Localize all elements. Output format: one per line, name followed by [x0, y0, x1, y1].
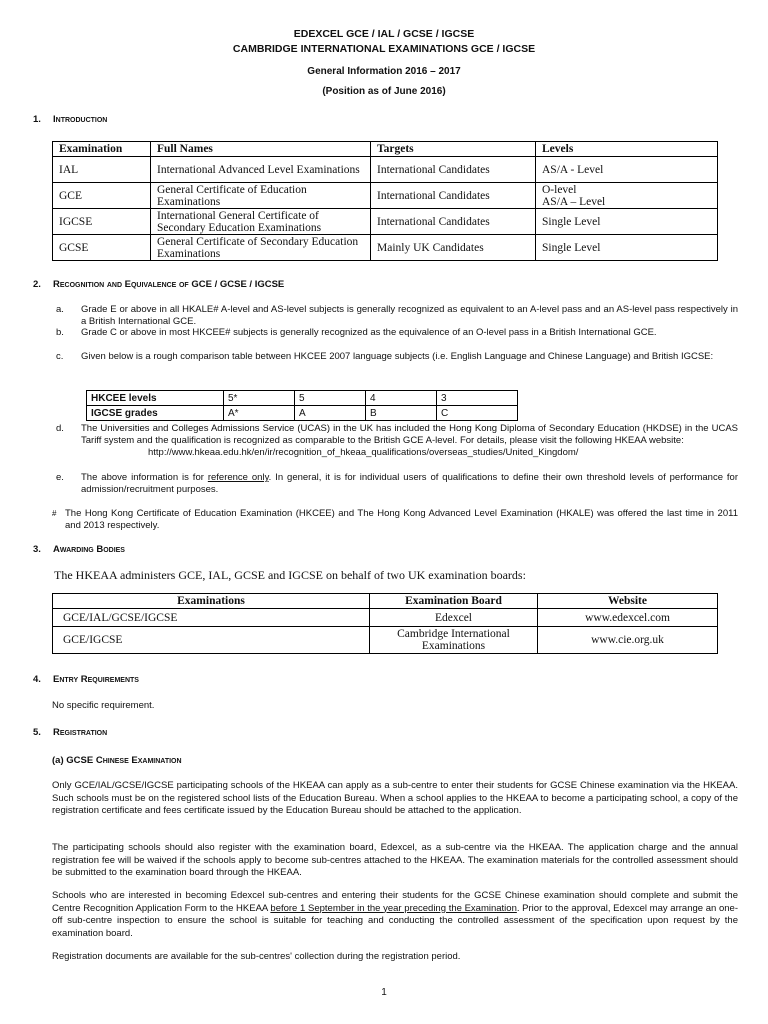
- item-label: c.: [56, 351, 64, 362]
- level-text: Single Level: [542, 241, 601, 254]
- table-cell: C: [437, 406, 518, 421]
- table-row: [53, 235, 718, 261]
- table-cell: Cambridge International Examinations: [370, 627, 538, 654]
- section-number: 1.: [33, 114, 41, 125]
- col-header: Targets: [371, 142, 536, 157]
- registration-paragraph-2: The participating schools should also register with the examination board, Edexcel, as a sub-centre via the HKEAA. The application charge and the annual registration fee will be waived if the schools apply to become sub-centres attached to the HKEAA. The examination materials for the controlled assessment should be submitted to the examination board through the HKEAA.: [52, 842, 738, 878]
- section-2-heading: [33, 279, 284, 290]
- item-text: [81, 472, 738, 495]
- table-row: [53, 209, 718, 235]
- introduction-table: [52, 141, 718, 261]
- underlined-text: reference only: [207, 472, 269, 483]
- deadline-underlined: before 1 September in the year preceding the Examination: [270, 902, 517, 914]
- item-label: a.: [56, 304, 64, 315]
- text-fragment: Schools who are interested in becoming Edexcel sub-centres and entering their students for the GCSE Chinese examination should complete and submit the Centre Recognition Application Form to the HKEAA: [52, 890, 738, 914]
- text-fragment: . Prior to the approval, Edexcel may arrange an one-off sub-centre inspection to ensure the school is suitable for teaching and conducting the controlled assessment of the specification upon request by the examination board.: [52, 902, 738, 939]
- table-cell: IAL: [53, 157, 151, 183]
- section-number: 2.: [33, 279, 41, 290]
- item-label: d.: [56, 423, 64, 434]
- table-cell: General Certificate of Secondary Education Examinations: [151, 235, 371, 261]
- subsection-heading: [52, 755, 182, 766]
- col-header: Levels: [536, 142, 718, 157]
- level-text: AS/A – Level: [542, 195, 606, 208]
- subsection-title: GCSE Chinese Examination: [66, 755, 182, 766]
- table-cell: 3: [437, 391, 518, 406]
- section-title: Introduction: [53, 114, 108, 125]
- section-number: 5.: [33, 727, 41, 738]
- level-text: Single Level: [542, 215, 601, 228]
- section-3-heading: [33, 544, 125, 555]
- table-row: [53, 609, 718, 627]
- level-text: AS/A - Level: [542, 163, 604, 176]
- table-cell: 4: [366, 391, 437, 406]
- table-cell: B: [366, 406, 437, 421]
- table-cell: GCE/IAL/GCSE/IGCSE: [53, 609, 370, 627]
- table-cell: [536, 157, 718, 183]
- table-cell: Edexcel: [370, 609, 538, 627]
- col-header: Examination: [53, 142, 151, 157]
- footnote-mark: #: [52, 509, 57, 518]
- section-5-heading: [33, 727, 107, 738]
- registration-paragraph-4: Registration documents are available for the sub-centres' collection during the registration period.: [52, 951, 461, 962]
- recognition-item-a: [56, 304, 738, 327]
- item-label: b.: [56, 327, 64, 338]
- section-1-heading: [33, 114, 107, 125]
- section-4-heading: [33, 674, 139, 685]
- item-text: Grade E or above in all HKALE# A-level and AS-level subjects is generally recognized as equivalent to an A-level pass and an AS-level pass respectively in a British International GCE.: [81, 304, 738, 327]
- col-header: Full Names: [151, 142, 371, 157]
- website-cell[interactable]: www.cie.org.uk: [538, 627, 718, 654]
- table-cell: GCE: [53, 183, 151, 209]
- table-cell: International Candidates: [371, 209, 536, 235]
- table-cell: GCE/IGCSE: [53, 627, 370, 654]
- table-cell: Mainly UK Candidates: [371, 235, 536, 261]
- page-number: 1: [381, 987, 387, 998]
- text-fragment: The above information is for: [81, 472, 208, 483]
- recognition-item-c: [56, 351, 738, 363]
- section-number: 3.: [33, 544, 41, 555]
- text-fragment: . In general, it is for individual users of qualifications to define their own threshold levels of performance for admission/recruitment purposes.: [81, 472, 738, 495]
- table-cell: IGCSE grades: [87, 406, 224, 421]
- hkcee-igcse-comparison-table: [86, 390, 518, 421]
- level-text: O-level: [542, 183, 577, 196]
- recognition-item-d: [56, 423, 738, 459]
- registration-paragraph-3: [52, 890, 738, 940]
- col-header: Examinations: [53, 594, 370, 609]
- table-cell: General Certificate of Education Examinations: [151, 183, 371, 209]
- doc-subtitle: General Information 2016 – 2017: [307, 66, 461, 77]
- section-number: 4.: [33, 674, 41, 685]
- table-cell: [536, 209, 718, 235]
- table-cell: A: [295, 406, 366, 421]
- registration-paragraph-1: Only GCE/IAL/GCSE/IGCSE participating schools of the HKEAA can apply as a sub-centre to enter their students for GCSE Chinese examination via the HKEAA. Such schools must be on the registered school lists of the Education Bureau. When a school applies to the HKEAA to become a participating school, a copy of the registration certificate and fees certificate issued by the Education Bureau should be attached to the application.: [52, 780, 738, 816]
- table-cell: GCSE: [53, 235, 151, 261]
- section-title: Entry Requirements: [53, 674, 139, 685]
- item-text: The Universities and Colleges Admissions Service (UCAS) in the UK has included the Hong Kong Diploma of Secondary Education (HKDSE) in the UCAS Tariff system and the qualification is recognized as comparable to the British GCE A-level. For details, please visit the following HKEAA website:: [81, 423, 738, 446]
- doc-title-line1: EDEXCEL GCE / IAL / GCSE / IGCSE: [293, 28, 475, 40]
- recognition-item-b: [56, 327, 738, 339]
- item-label: e.: [56, 472, 64, 483]
- hkeaa-link[interactable]: http://www.hkeaa.edu.hk/en/ir/recognition_of_hkeaa_qualifications/overseas_studies/United_Kingdom/: [148, 447, 579, 458]
- website-cell[interactable]: www.edexcel.com: [538, 609, 718, 627]
- item-text: Given below is a rough comparison table between HKCEE 2007 language subjects (i.e. English Language and Chinese Language) and British IGCSE:: [81, 351, 714, 362]
- table-cell: International Candidates: [371, 157, 536, 183]
- table-header-row: [53, 142, 718, 157]
- table-row: [53, 183, 718, 209]
- recognition-item-e: [56, 472, 738, 495]
- doc-title-line2: CAMBRIDGE INTERNATIONAL EXAMINATIONS GCE / IGCSE: [232, 43, 536, 55]
- col-header: Examination Board: [370, 594, 538, 609]
- table-row: [87, 406, 518, 421]
- table-row: [87, 391, 518, 406]
- table-cell: 5: [295, 391, 366, 406]
- table-row: [53, 157, 718, 183]
- col-header: Website: [538, 594, 718, 609]
- table-cell: [536, 235, 718, 261]
- awarding-bodies-table: [52, 593, 718, 654]
- awarding-intro: The HKEAA administers GCE, IAL, GCSE and IGCSE on behalf of two UK examination boards:: [54, 568, 526, 582]
- table-cell: IGCSE: [53, 209, 151, 235]
- table-cell: 5*: [224, 391, 295, 406]
- table-cell: International Candidates: [371, 183, 536, 209]
- section-title: Recognition and Equivalence of GCE / GCSE / IGCSE: [53, 279, 285, 290]
- table-cell: A*: [224, 406, 295, 421]
- section-title: Registration: [53, 727, 108, 738]
- table-cell: HKCEE levels: [87, 391, 224, 406]
- subsection-label: (a): [52, 755, 64, 766]
- entry-requirement-text: No specific requirement.: [52, 700, 155, 711]
- item-text: Grade C or above in most HKCEE# subjects is generally recognized as the equivalence of an O-level pass in a British International GCE.: [81, 327, 657, 338]
- section-title: Awarding Bodies: [53, 544, 125, 555]
- doc-date-note: (Position as of June 2016): [322, 86, 446, 97]
- table-header-row: [53, 594, 718, 609]
- table-cell: International General Certificate of Secondary Education Examinations: [151, 209, 371, 235]
- footnote: [52, 508, 738, 531]
- footnote-text: The Hong Kong Certificate of Education Examination (HKCEE) and The Hong Kong Advanced Level Examination (HKALE) was offered the last time in 2011 and 2013 respectively.: [65, 508, 738, 531]
- table-cell: International Advanced Level Examinations: [151, 157, 371, 183]
- table-cell: [536, 183, 718, 209]
- table-row: [53, 627, 718, 654]
